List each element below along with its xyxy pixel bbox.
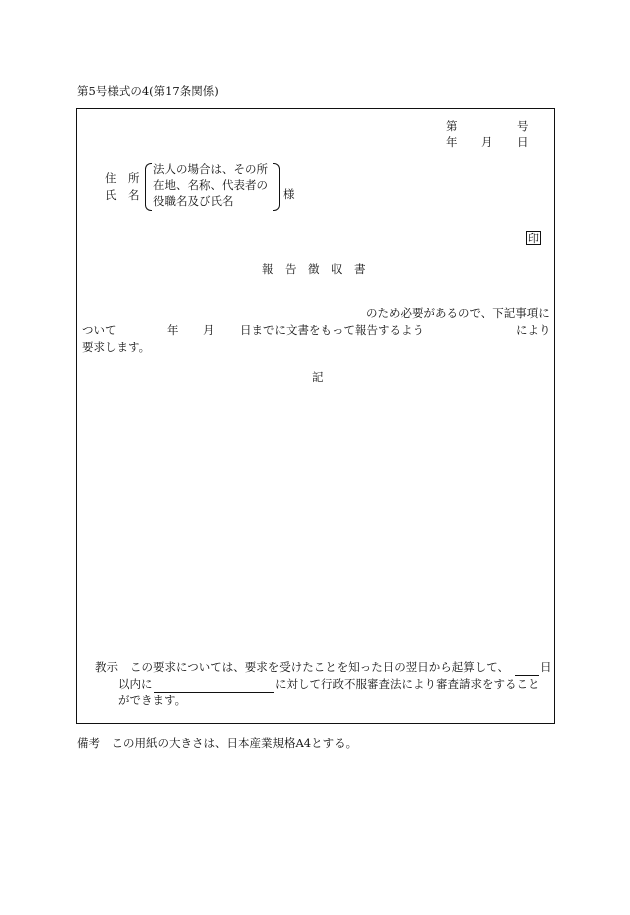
seal-mark: 印 xyxy=(528,231,539,245)
remarks: 備考 この用紙の大きさは、日本産業規格A4とする。 xyxy=(77,736,358,750)
body-line-2e: により xyxy=(516,323,551,337)
document-title: 報 告 徴 収 書 xyxy=(262,262,366,276)
notice-line-1-end: 日 xyxy=(540,660,552,674)
body-line-1: のため必要があるので、下記事項に xyxy=(366,306,550,320)
note-line-3: 役職名及び氏名 xyxy=(153,194,234,208)
number-prefix: 第 xyxy=(446,119,458,133)
days-blank xyxy=(515,675,539,676)
date-day: 日 xyxy=(517,135,529,149)
honorific: 様 xyxy=(283,187,295,201)
date-year: 年 xyxy=(446,135,458,149)
note-line-2: 在地、名称、代表者の xyxy=(153,178,268,192)
notice-line-2b: に対して行政不服審査法により審査請求をすること xyxy=(275,677,540,691)
ki-heading: 記 xyxy=(312,370,324,384)
body-line-2d: 日までに文書をもって報告するよう xyxy=(240,323,424,337)
notice-label: 教示 xyxy=(95,660,118,674)
body-line-3: 要求します。 xyxy=(82,340,151,354)
date-month: 月 xyxy=(481,135,493,149)
name-label: 氏 名 xyxy=(105,188,140,202)
address-label: 住 所 xyxy=(105,171,140,185)
notice-line-3: ができます。 xyxy=(118,693,187,707)
number-suffix: 号 xyxy=(517,119,529,133)
notice-line-2a: 以内に xyxy=(118,677,153,691)
body-line-2a: ついて xyxy=(82,323,117,337)
note-line-1: 法人の場合は、その所 xyxy=(153,162,268,176)
form-number: 第5号様式の4(第17条関係) xyxy=(77,84,219,98)
right-bracket xyxy=(273,163,280,211)
body-line-2c: 月 xyxy=(203,323,215,337)
left-bracket xyxy=(145,163,152,211)
notice-line-1: この要求については、要求を受けたことを知った日の翌日から起算して、 xyxy=(130,660,510,674)
body-line-2b: 年 xyxy=(167,323,179,337)
